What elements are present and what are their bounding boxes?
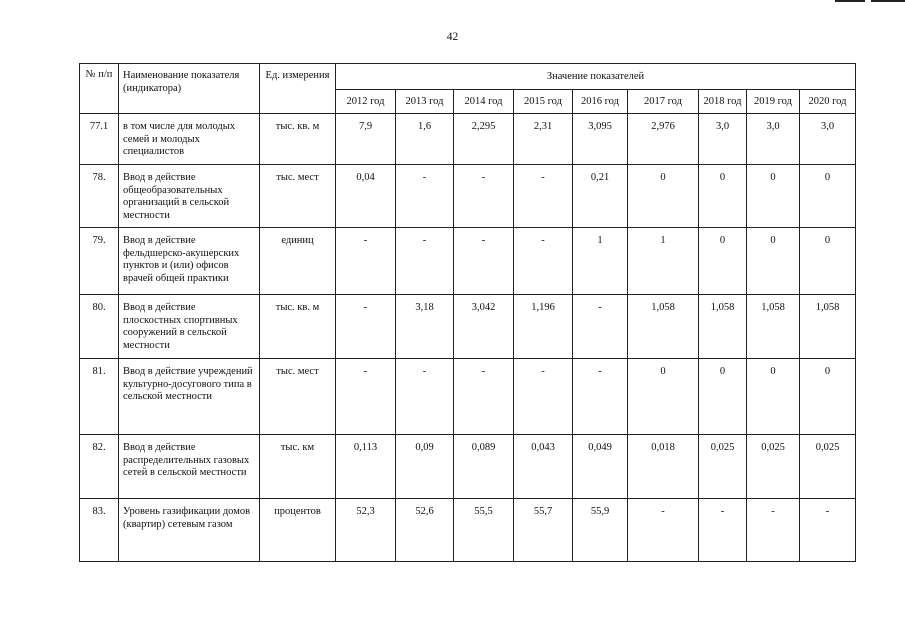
unit-cell: процентов	[260, 499, 336, 562]
value-cell: 0,089	[454, 435, 514, 499]
header-no: № п/п	[80, 64, 119, 114]
value-cell: -	[336, 359, 396, 435]
indicator-name: Ввод в действие плоскостных спортивных сооружений в сельской местности	[119, 295, 260, 359]
value-cell: 0	[628, 165, 699, 228]
unit-cell: тыс. км	[260, 435, 336, 499]
header-year: 2020 год	[800, 90, 856, 114]
indicators-table	[79, 63, 856, 562]
value-cell: -	[628, 499, 699, 562]
indicator-name: Ввод в действие общеобразовательных организаций в сельской местности	[119, 165, 260, 228]
value-cell: 0,049	[573, 435, 628, 499]
value-cell: -	[747, 499, 800, 562]
header-year: 2015 год	[514, 90, 573, 114]
value-cell: 0	[628, 359, 699, 435]
value-cell: 1,058	[628, 295, 699, 359]
unit-cell: тыс. кв. м	[260, 114, 336, 165]
value-cell: -	[396, 165, 454, 228]
value-cell: 1,196	[514, 295, 573, 359]
value-cell: -	[514, 359, 573, 435]
value-cell: 0	[800, 165, 856, 228]
value-cell: -	[573, 295, 628, 359]
value-cell: 0,09	[396, 435, 454, 499]
value-cell: 3,0	[800, 114, 856, 165]
value-cell: 0	[800, 228, 856, 295]
table-row	[80, 499, 856, 562]
header-year: 2014 год	[454, 90, 514, 114]
value-cell: 3,0	[699, 114, 747, 165]
table-row	[80, 295, 856, 359]
value-cell: -	[699, 499, 747, 562]
indicator-name: в том числе для молодых семей и молодых специалистов	[119, 114, 260, 165]
value-cell: 3,18	[396, 295, 454, 359]
row-number: 80.	[80, 295, 119, 359]
value-cell: -	[514, 165, 573, 228]
value-cell: -	[454, 165, 514, 228]
value-cell: -	[336, 295, 396, 359]
unit-cell: тыс. мест	[260, 359, 336, 435]
value-cell: 2,976	[628, 114, 699, 165]
header-year: 2018 год	[699, 90, 747, 114]
value-cell: -	[800, 499, 856, 562]
table-row	[80, 435, 856, 499]
value-cell: 0	[747, 228, 800, 295]
header-values: Значение показателей	[336, 64, 856, 90]
value-cell: 2,31	[514, 114, 573, 165]
value-cell: 52,3	[336, 499, 396, 562]
page-number: 42	[446, 31, 459, 43]
value-cell: -	[454, 359, 514, 435]
header-name: Наименование показателя (индикатора)	[119, 64, 260, 114]
value-cell: 52,6	[396, 499, 454, 562]
header-year: 2017 год	[628, 90, 699, 114]
value-cell: 55,9	[573, 499, 628, 562]
row-number: 77.1	[80, 114, 119, 165]
value-cell: 0,018	[628, 435, 699, 499]
value-cell: 0	[699, 228, 747, 295]
value-cell: 0,025	[747, 435, 800, 499]
value-cell: -	[573, 359, 628, 435]
unit-cell: тыс. кв. м	[260, 295, 336, 359]
indicator-name: Ввод в действие учреждений культурно-досугового типа в сельской местности	[119, 359, 260, 435]
header-unit: Ед. измерения	[260, 64, 336, 114]
row-number: 81.	[80, 359, 119, 435]
header-year: 2016 год	[573, 90, 628, 114]
value-cell: 7,9	[336, 114, 396, 165]
value-cell: 0	[747, 165, 800, 228]
unit-cell: тыс. мест	[260, 165, 336, 228]
value-cell: 1	[628, 228, 699, 295]
value-cell: -	[396, 228, 454, 295]
header-year: 2019 год	[747, 90, 800, 114]
row-number: 78.	[80, 165, 119, 228]
value-cell: 0,025	[699, 435, 747, 499]
table-row	[80, 165, 856, 228]
value-cell: 0	[800, 359, 856, 435]
value-cell: 2,295	[454, 114, 514, 165]
value-cell: -	[514, 228, 573, 295]
value-cell: 0,113	[336, 435, 396, 499]
value-cell: 1,058	[747, 295, 800, 359]
header-row	[80, 64, 856, 90]
page-edge-mark	[835, 0, 905, 2]
value-cell: 0	[699, 359, 747, 435]
value-cell: 0,025	[800, 435, 856, 499]
value-cell: 0,21	[573, 165, 628, 228]
value-cell: 55,5	[454, 499, 514, 562]
value-cell: 1,058	[800, 295, 856, 359]
value-cell: 55,7	[514, 499, 573, 562]
value-cell: -	[396, 359, 454, 435]
header-year: 2013 год	[396, 90, 454, 114]
value-cell: 3,095	[573, 114, 628, 165]
value-cell: 0	[747, 359, 800, 435]
unit-cell: единиц	[260, 228, 336, 295]
indicator-name: Уровень газификации домов (квартир) сетевым газом	[119, 499, 260, 562]
table-row	[80, 114, 856, 165]
value-cell: 0,04	[336, 165, 396, 228]
value-cell: 0	[699, 165, 747, 228]
value-cell: 1,6	[396, 114, 454, 165]
value-cell: -	[336, 228, 396, 295]
indicator-name: Ввод в действие фельдшерско-акушерских пунктов и (или) офисов врачей общей практики	[119, 228, 260, 295]
value-cell: 3,0	[747, 114, 800, 165]
table-row	[80, 228, 856, 295]
value-cell: 1,058	[699, 295, 747, 359]
value-cell: 1	[573, 228, 628, 295]
value-cell: -	[454, 228, 514, 295]
value-cell: 0,043	[514, 435, 573, 499]
header-year: 2012 год	[336, 90, 396, 114]
value-cell: 3,042	[454, 295, 514, 359]
row-number: 79.	[80, 228, 119, 295]
row-number: 83.	[80, 499, 119, 562]
row-number: 82.	[80, 435, 119, 499]
table-row	[80, 359, 856, 435]
indicator-name: Ввод в действие распределительных газовых сетей в сельской местности	[119, 435, 260, 499]
